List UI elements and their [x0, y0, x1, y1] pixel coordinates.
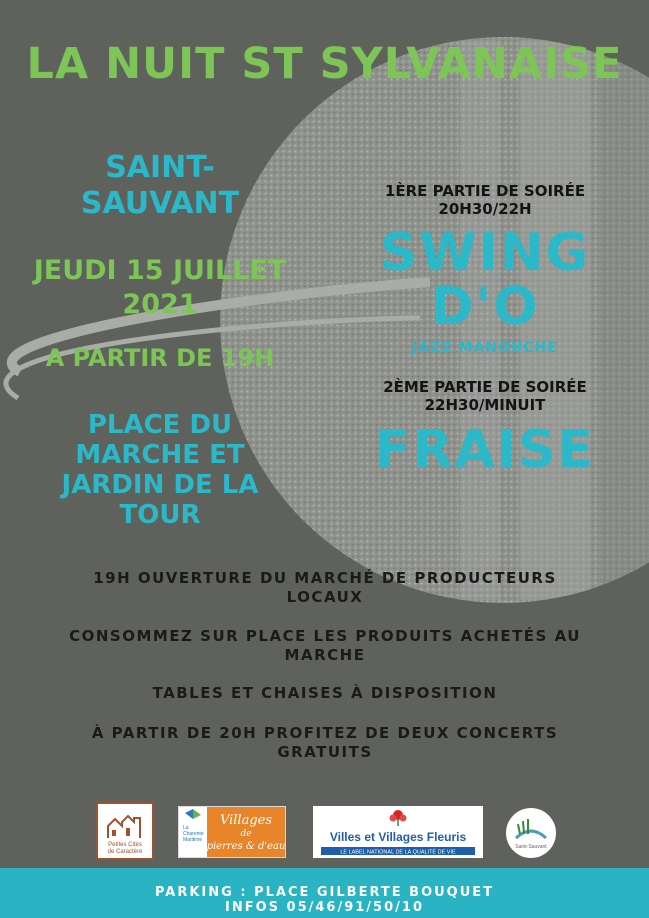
petites-cites-logo: [96, 802, 154, 860]
second-band-name: FRAISE: [374, 420, 596, 480]
svg-text:Villes et Villages Fleuris: Villes et Villages Fleuris: [329, 830, 467, 844]
svg-text:Villages: Villages: [219, 813, 273, 828]
saint-sauvant-logo: [506, 808, 556, 858]
town-name: SAINT- SAUVANT: [80, 150, 240, 221]
event-title: LA NUIT ST SYLVANAISE: [26, 39, 623, 89]
villages-pierres-eau-logo: [178, 806, 286, 858]
svg-text:Saint-Sauvant: Saint-Sauvant: [515, 844, 547, 850]
info-consume: CONSOMMEZ SUR PLACE LES PRODUITS ACHETÉS AU MARCHE: [69, 627, 581, 664]
first-band-name: SWING D'O: [379, 223, 591, 337]
svg-text:La: La: [183, 825, 189, 831]
event-location: PLACE DU MARCHE ET JARDIN DE LA TOUR: [61, 410, 259, 530]
svg-text:Charente: Charente: [183, 831, 204, 837]
svg-text:Petites Cités: Petites Cités: [108, 842, 142, 848]
info-concerts: À PARTIR DE 20H PROFITEZ DE DEUX CONCERTS GRATUITS: [91, 724, 559, 761]
start-time: A PARTIR DE 19H: [45, 344, 275, 372]
event-date: JEUDI 15 JUILLET 2021: [33, 255, 287, 320]
villes-villages-fleuris-logo: [313, 806, 483, 858]
contact-info: INFOS 05/46/91/50/10: [225, 900, 424, 915]
svg-text:de Caractère: de Caractère: [107, 849, 143, 855]
second-part-heading: 2ÈME PARTIE DE SOIRÉE 22H30/MINUIT: [383, 378, 587, 414]
svg-text:Maritime: Maritime: [183, 837, 203, 843]
first-band-style: JAZZ MANOUCHE: [412, 340, 558, 356]
info-market: 19H OUVERTURE DU MARCHÉ DE PRODUCTEURS LOCAUX: [93, 569, 557, 606]
info-tables: TABLES ET CHAISES À DISPOSITION: [152, 684, 498, 702]
svg-text:LE LABEL NATIONAL DE LA QUALIT: LE LABEL NATIONAL DE LA QUALITÉ DE VIE: [340, 849, 456, 856]
svg-text:de: de: [240, 829, 252, 839]
first-part-heading: 1ÈRE PARTIE DE SOIRÉE 20H30/22H: [384, 182, 586, 218]
svg-text:pierres & d'eau: pierres & d'eau: [206, 841, 285, 852]
footer-banner: [0, 868, 649, 918]
parking-info: PARKING : PLACE GILBERTE BOUQUET: [154, 885, 495, 900]
